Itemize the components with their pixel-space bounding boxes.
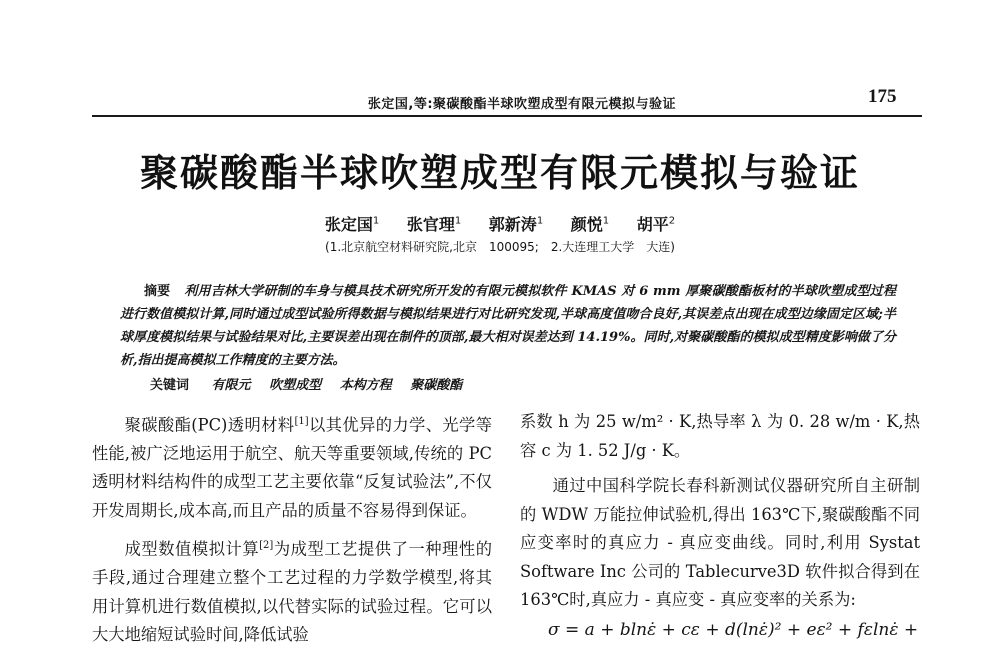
body-column-right (520, 408, 920, 615)
author-affil-mark: 1 (454, 215, 462, 227)
affiliation: (1.北京航空材料研究院,北京 100095; 2.大连理工大学 大连) (325, 240, 675, 254)
author-name: 郭新涛 (488, 215, 537, 234)
citation-ref: [2] (259, 540, 274, 552)
paragraph (92, 532, 492, 649)
paragraph-text: 聚碳酸酯(PC)透明材料 (124, 415, 295, 435)
author (637, 215, 675, 234)
paragraph-text: 以其优异的力学、光学等性能,被广泛地运用于航空、航天等重要领域,传统的 PC 透明材料结构件的成型工艺主要依靠“反复试验法”,不仅开发周期长,成本高,而且产品的质量不容易得到保证。 (92, 415, 492, 520)
author-affil-mark: 1 (536, 215, 544, 227)
body-column-left (92, 408, 492, 650)
keyword: 聚碳酸酯 (410, 378, 463, 393)
paragraph-text: 为成型工艺提供了一种理性的手段,通过合理建立整个工艺过程的力学数学模型,将其用计算机进行数值模拟,以代替实际的试验过程。它可以大大地缩短试验时间,降低试验 (92, 539, 492, 645)
equation: σ = a + blnε̇ + cε + d(lnε̇)² + eε² + fεlnε̇ + (548, 620, 919, 640)
abstract-label: 摘要 (144, 284, 171, 299)
author-name: 张官理 (406, 215, 455, 234)
author (325, 215, 379, 234)
paper-title: 聚碳酸酯半球吹塑成型有限元模拟与验证 (139, 151, 860, 195)
author-name: 颜悦 (570, 215, 603, 234)
author (489, 215, 543, 234)
paragraph-gap (92, 525, 492, 532)
author (407, 215, 461, 234)
keyword: 吹塑成型 (269, 378, 322, 393)
author (571, 215, 609, 234)
citation-ref: [1] (294, 416, 309, 427)
paragraph: 系数 h 为 25 w/m² · K,热导率 λ 为 0. 28 w/m · K,热容 c 为 1. 52 J/g · K。 (520, 412, 920, 460)
keywords-label: 关键词 (150, 378, 190, 393)
author-name: 张定国 (324, 215, 373, 234)
author-list (0, 212, 1000, 235)
author-name: 胡平 (636, 215, 669, 234)
paragraph (92, 408, 492, 525)
keyword-list (212, 378, 477, 393)
keyword: 本构方程 (339, 378, 392, 393)
running-head: 张定国,等:聚碳酸酯半球吹塑成型有限元模拟与验证 (367, 97, 677, 112)
keyword: 有限元 (211, 378, 251, 393)
author-affil-mark: 2 (668, 215, 676, 227)
keywords (150, 374, 850, 393)
paragraph: 通过中国科学院长春科新测试仪器研究所自主研制的 WDW 万能拉伸试验机,得出 163℃下,聚碳酸酯不同应变率时的真应力 - 真应变曲线。同时,利用 Systat Software Inc 公司的 Tablecurve3D 软件拟合得到在 163℃时,真应力 - 真应变 - 真应变率的关系为: (520, 476, 920, 609)
abstract-text: 利用吉林大学研制的车身与模具技术研究所开发的有限元模拟软件 KMAS 对 6 mm 厚聚碳酸酯板材的半球吹塑成型过程进行数值模拟计算,同时通过成型试验所得数据与模拟结果进行对比研究发现,半球高度值吻合良好,其误差点出现在成型边缘固定区域;半球厚度模拟结果与试验结果对比,主要误差出现在制件的顶部,最大相对误差达到 14.19%。同时,对聚碳酸酯的模拟成型精度影响做了分析,指出提高模拟工作精度的主要方法。 (120, 284, 896, 368)
abstract (120, 280, 896, 372)
author-affil-mark: 1 (602, 215, 610, 227)
header-rule (92, 115, 922, 117)
paragraph-gap (520, 465, 920, 472)
paragraph-text: 成型数值模拟计算 (124, 539, 260, 559)
author-affil-mark: 1 (372, 215, 380, 227)
page-number: 175 (868, 86, 897, 107)
